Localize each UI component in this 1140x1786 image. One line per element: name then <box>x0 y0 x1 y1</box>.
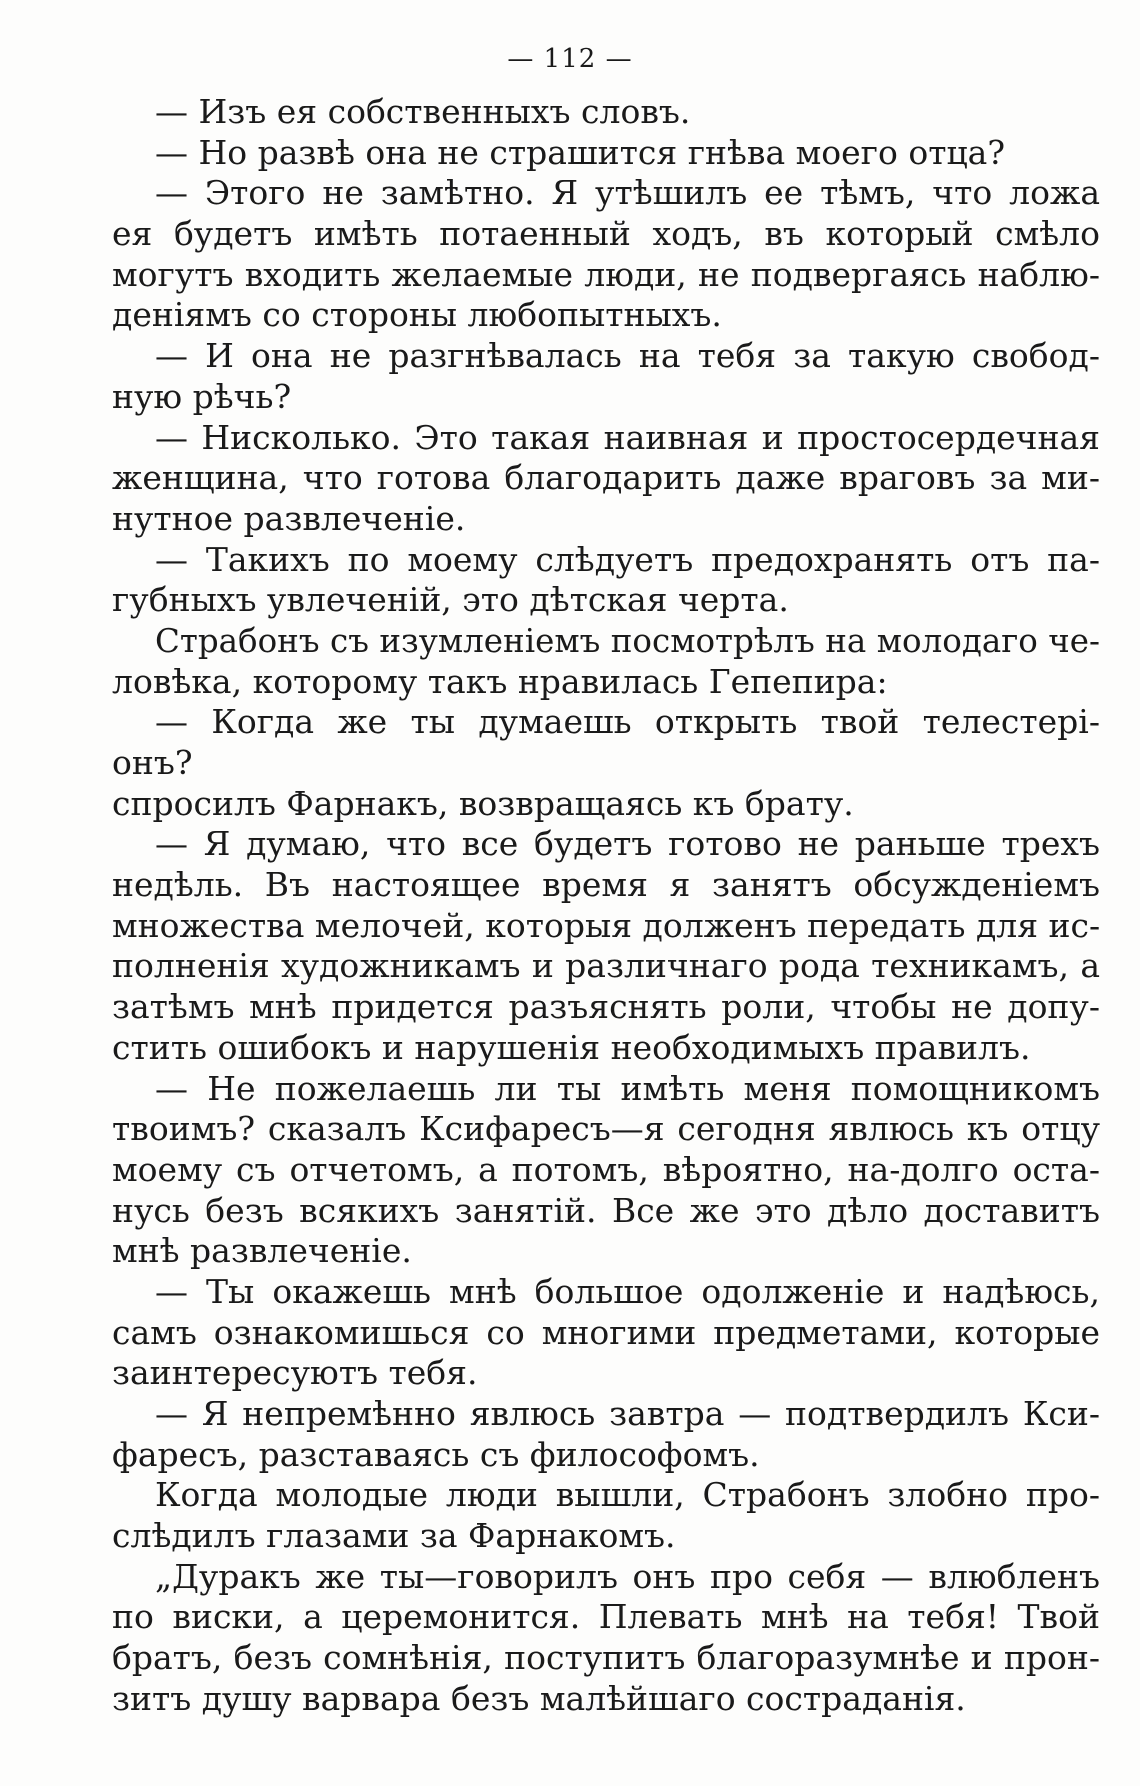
text-line: ную рѣчь? <box>112 376 292 416</box>
text-line: спросилъ Фарнакъ, возвращаясь къ брату. <box>112 783 854 823</box>
text-line: деніямъ со стороны любопытныхъ. <box>112 295 722 335</box>
text-line: Когда молодые люди вышли, Страбонъ злобно про- <box>155 1475 1100 1515</box>
text-line: — Такихъ по моему слѣдуетъ предохранять отъ па- <box>155 539 1100 579</box>
text-line: могутъ входить желаемые люди, не подвергаясь наблю- <box>112 254 1100 294</box>
text-line: моему съ отчетомъ, а потомъ, вѣроятно, на-долго оста- <box>112 1149 1100 1189</box>
text-line: самъ ознакомишься со многими предметами, которые <box>112 1312 1100 1352</box>
text-line: — Изъ ея собственныхъ словъ. <box>155 92 691 131</box>
text-line: — Этого не замѣтно. Я утѣшилъ ее тѣмъ, что ложа <box>155 173 1100 213</box>
text-line: — И она не разгнѣвалась на тебя за такую свобод- <box>155 336 1100 376</box>
body-text <box>112 92 1100 1720</box>
text-line: губныхъ увлеченій, это дѣтская черта. <box>112 580 789 620</box>
text-line: мнѣ развлеченіе. <box>112 1231 412 1271</box>
text-line: братъ, безъ сомнѣнія, поступитъ благоразумнѣе и прон- <box>112 1638 1100 1678</box>
text-line: твоимъ? сказалъ Ксифаресъ—я сегодня явлюсь къ отцу <box>112 1109 1100 1149</box>
text-line: — Нисколько. Это такая наивная и простосердечная <box>155 417 1100 457</box>
text-line: стить ошибокъ и нарушенія необходимыхъ правилъ. <box>112 1027 1031 1067</box>
text-line: ея будетъ имѣть потаенный ходъ, въ который смѣло <box>112 214 1100 254</box>
text-line: по виски, а церемонится. Плевать мнѣ на тебя! Твой <box>112 1597 1100 1637</box>
text-line: нутное развлеченіе. <box>112 498 466 538</box>
text-line: — Но развѣ она не страшится гнѣва моего отца? <box>155 132 1006 172</box>
text-line: затѣмъ мнѣ придется разъяснять роли, чтобы не допу- <box>112 987 1100 1027</box>
text-line: полненія художникамъ и различнаго рода техникамъ, а <box>112 946 1100 986</box>
text-line: — Когда же ты думаешь открыть твой телестері- <box>155 702 1100 742</box>
text-line: недѣль. Въ настоящее время я занятъ обсужденіемъ <box>112 865 1100 905</box>
text-line: — Я непремѣнно явлюсь завтра — подтвердилъ Кси- <box>155 1394 1100 1433</box>
text-line: слѣдилъ глазами за Фарнакомъ. <box>112 1516 676 1556</box>
text-line: ловѣка, которому такъ нравилась Гепепира: <box>112 661 888 701</box>
text-line: женщина, что готова благодарить даже враговъ за ми- <box>112 458 1100 498</box>
text-line: — Я думаю, что все будетъ готово не раньше трехъ <box>155 824 1100 864</box>
text-line: заинтересуютъ тебя. <box>112 1353 478 1393</box>
text-line: — Не пожелаешь ли ты имѣть меня помощникомъ <box>155 1068 1100 1108</box>
text-line: онъ? <box>112 743 193 782</box>
text-line: Страбонъ съ изумленіемъ посмотрѣлъ на молодаго че- <box>155 621 1100 660</box>
text-line: фаресъ, разставаясь съ философомъ. <box>112 1434 760 1474</box>
text-line: — Ты окажешь мнѣ большое одолженіе и надѣюсь, <box>155 1271 1100 1311</box>
text-line: „Дуракъ же ты—говорилъ онъ про себя — влюбленъ <box>155 1556 1100 1596</box>
text-line: нусь безъ всякихъ занятій. Все же это дѣло доставитъ <box>112 1190 1100 1230</box>
page-number: — 112 — <box>507 44 633 74</box>
text-line: зитъ душу варвара безъ малѣйшаго состраданія. <box>112 1678 966 1718</box>
text-line: множества мелочей, которыя долженъ передать для ис- <box>112 905 1101 945</box>
